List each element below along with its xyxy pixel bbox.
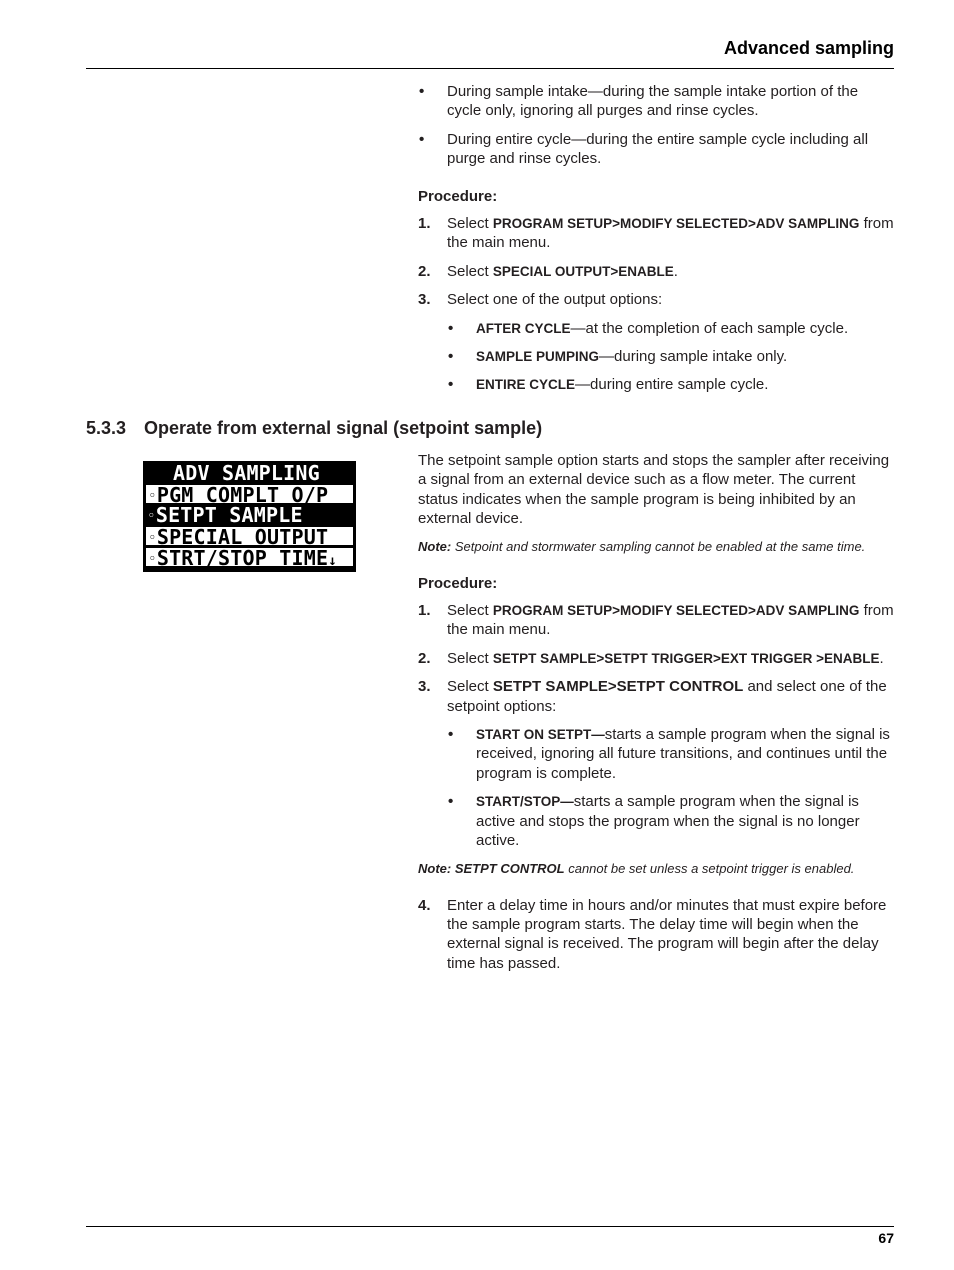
step-text: Select: [447, 678, 493, 696]
lcd-title: ADV SAMPLING: [145, 463, 354, 483]
bullet-text: During entire cycle—during the entire sample cycle including all purge and rinse cycles.: [447, 130, 869, 168]
lcd-item-marker: ◦: [148, 509, 155, 522]
scroll-down-arrow-icon: ↓: [328, 553, 337, 567]
footer-rule: [86, 1226, 894, 1227]
list-item: [418, 82, 894, 121]
step-number: 1.: [418, 602, 431, 620]
menu-path: SETPT SAMPLE>SETPT TRIGGER>EXT TRIGGER >ENABLE: [492, 650, 880, 666]
procedure-step: [418, 214, 894, 253]
step-text: Select: [447, 649, 493, 667]
step-text: Select: [447, 215, 493, 233]
step-text: Select: [447, 262, 493, 280]
procedure-step: [418, 649, 894, 668]
section-number: 5.3.3: [86, 418, 127, 438]
note: [418, 860, 894, 878]
step-number: 4.: [418, 896, 431, 914]
option-text: starts a sample program when the signal is received, ignoring all future transitions, and continues until the program is complete.: [476, 726, 890, 782]
step-text-end: from the main menu.: [447, 602, 894, 639]
lcd-item-label: SPECIAL OUTPUT: [156, 526, 329, 546]
step-text: Select one of the output options:: [447, 291, 663, 309]
step-number: 1.: [418, 215, 431, 233]
step-number: 2.: [418, 262, 431, 280]
step-number: 3.: [418, 678, 431, 696]
procedure-step: [418, 896, 894, 974]
procedure-step: [418, 601, 894, 640]
bullet-dot: •: [448, 319, 454, 337]
step-text: Select: [447, 602, 493, 620]
lcd-item-marker: ◦: [149, 489, 156, 502]
menu-path: PROGRAM SETUP>MODIFY SELECTED>ADV SAMPLING: [492, 603, 860, 619]
option-item: [418, 792, 894, 850]
bullet-dot: •: [448, 726, 454, 744]
lcd-screen: [143, 461, 356, 572]
lcd-menu-item: [145, 526, 354, 546]
note-text: Setpoint and stormwater sampling cannot be enabled at the same time.: [451, 538, 866, 554]
intro-paragraph: The setpoint sample option starts and stops the sampler after receiving a signal from an external device such as a flow meter. The current status indicates when the sample program is being inhibited by an external device.: [418, 452, 890, 528]
step-text: Enter a delay time in hours and/or minutes that must expire before the sample program starts. The delay time will begin when the external signal is received. The program will begin after the delay time has passed.: [447, 896, 887, 972]
step-text-end: from the main menu.: [447, 215, 894, 252]
lcd-item-marker: ◦: [149, 552, 156, 565]
lcd-item-label: SETPT SAMPLE: [155, 505, 303, 525]
bullet-dot: •: [448, 376, 454, 394]
option-item: [418, 319, 894, 338]
setpoint-content: [418, 451, 894, 973]
option-name: START ON SETPT—: [476, 727, 605, 743]
bullet-dot: •: [419, 83, 425, 100]
bullet-dot: •: [448, 793, 454, 811]
option-name: START/STOP—: [476, 794, 574, 810]
note-label: Note: SETPT CONTROL: [418, 860, 565, 876]
bullet-text: During sample intake—during the sample intake portion of the cycle only, ignoring all purges and rinse cycles.: [447, 83, 859, 120]
procedure-label: Procedure:: [418, 574, 498, 592]
page-header-title: Advanced sampling: [723, 38, 894, 58]
option-item: [418, 375, 894, 394]
section-title: Operate from external signal (setpoint sample): [144, 418, 543, 438]
lcd-menu-item: [145, 484, 354, 504]
option-name: SAMPLE PUMPING: [476, 349, 600, 365]
header-rule: [86, 68, 894, 69]
option-text: —during entire sample cycle.: [575, 376, 769, 394]
note: [418, 538, 894, 556]
menu-path: SPECIAL OUTPUT>ENABLE: [492, 263, 674, 279]
lcd-item-label: PGM COMPLT O/P: [156, 484, 329, 504]
option-text: —at the completion of each sample cycle.: [570, 319, 849, 337]
option-text: —during sample intake only.: [599, 348, 788, 366]
note-label: Note:: [418, 538, 452, 554]
procedure-label: Procedure:: [418, 187, 498, 205]
lcd-menu-item-selected: [145, 505, 354, 525]
bullet-dot: •: [419, 130, 425, 148]
lcd-menu-item: [145, 547, 354, 567]
step-number: 2.: [418, 649, 431, 667]
procedure-step: [418, 290, 894, 309]
option-text: starts a sample program when the signal is active and stops the program when the signal is no longer active.: [476, 793, 860, 850]
menu-path: PROGRAM SETUP>MODIFY SELECTED>ADV SAMPLING: [492, 216, 860, 232]
option-name: AFTER CYCLE: [476, 320, 571, 336]
section-heading: [86, 418, 542, 439]
step-text-end: and select one of the setpoint options:: [447, 678, 887, 715]
list-item: [418, 130, 894, 169]
page-number: 67: [878, 1230, 894, 1246]
option-item: [418, 725, 894, 783]
option-item: [418, 347, 894, 366]
step-text-end: .: [673, 262, 678, 280]
option-name: ENTIRE CYCLE: [476, 377, 576, 393]
step-number: 3.: [418, 291, 431, 309]
lcd-item-marker: ◦: [149, 531, 156, 544]
note-text: cannot be set unless a setpoint trigger is enabled.: [564, 860, 855, 876]
bullet-dot: •: [448, 348, 454, 366]
procedure-step: [418, 677, 894, 716]
menu-path: SETPT SAMPLE>SETPT CONTROL: [492, 678, 744, 696]
top-content: [418, 82, 894, 395]
lcd-item-label: STRT/STOP TIME: [156, 547, 329, 567]
step-text-end: .: [879, 649, 884, 667]
procedure-step: [418, 262, 894, 281]
